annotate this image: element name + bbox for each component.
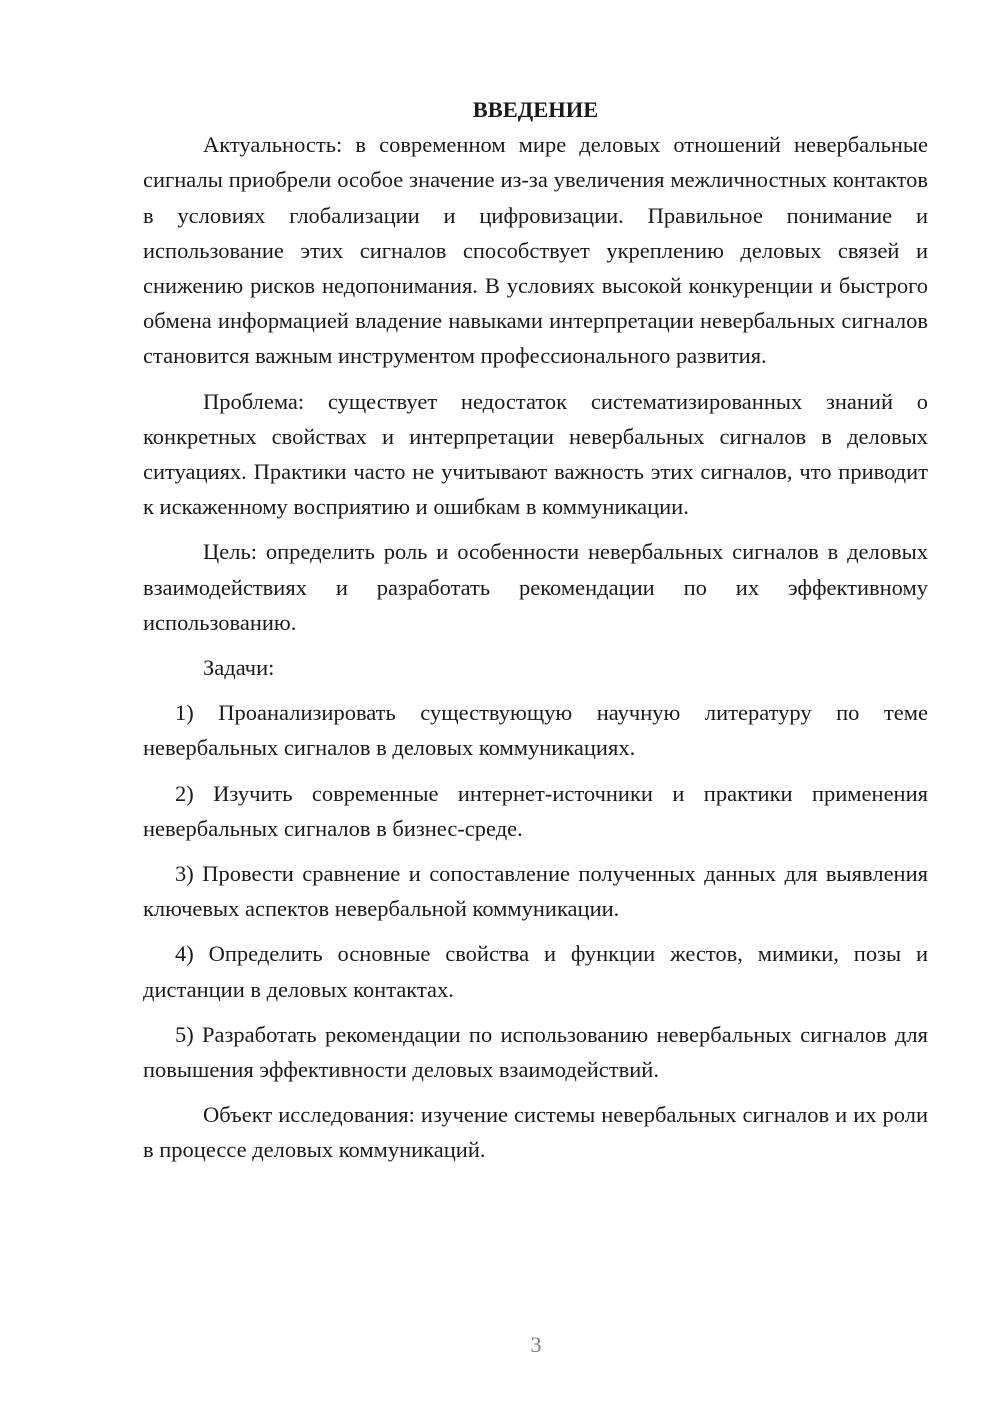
paragraph-relevance: Актуальность: в современном мире деловых отношений невербальные сигналы приобрели особое значение из-за увеличения межличностных контактов в условиях глобализации и цифровизации. Правильное понимание и использование этих сигналов способствует укреплению деловых связей и снижению рисков недопонимания. В условиях высокой конкуренции и быстрого обмена информацией владение навыками интерпретации невербальных сигналов становится важным инструментом профессионального развития. — [143, 132, 928, 369]
task-item-3: 3) Провести сравнение и сопоставление полученных данных для выявления ключевых аспектов невербальной коммуникации. — [143, 861, 928, 922]
tasks-heading: Задачи: — [203, 655, 275, 681]
paragraph-problem: Проблема: существует недостаток систематизированных знаний о конкретных свойствах и интерпретации невербальных сигналов в деловых ситуациях. Практики часто не учитывают важность этих сигналов, что приводит к искаженному восприятию и ошибкам в коммуникации. — [143, 388, 928, 520]
task-item-5: 5) Разработать рекомендации по использованию невербальных сигналов для повышения эффективности деловых взаимодействий. — [143, 1021, 928, 1083]
section-title: ВВЕДЕНИЕ — [472, 97, 599, 122]
page-number: 3 — [530, 1332, 542, 1357]
task-item-2: 2) Изучить современные интернет-источники и практики применения невербальных сигналов в бизнес-среде. — [143, 780, 928, 841]
paragraph-goal: Цель: определить роль и особенности невербальных сигналов в деловых взаимодействиях и разработать рекомендации по их эффективному использованию. — [143, 539, 928, 635]
page-content — [143, 92, 928, 1168]
task-item-1: 1) Проанализировать существующую научную литературу по теме невербальных сигналов в деловых коммуникациях. — [143, 700, 928, 761]
task-item-4: 4) Определить основные свойства и функции жестов, мимики, позы и дистанции в деловых контактах. — [143, 941, 928, 1002]
paragraph-object: Объект исследования: изучение системы невербальных сигналов и их роли в процессе деловых коммуникаций. — [143, 1102, 928, 1163]
